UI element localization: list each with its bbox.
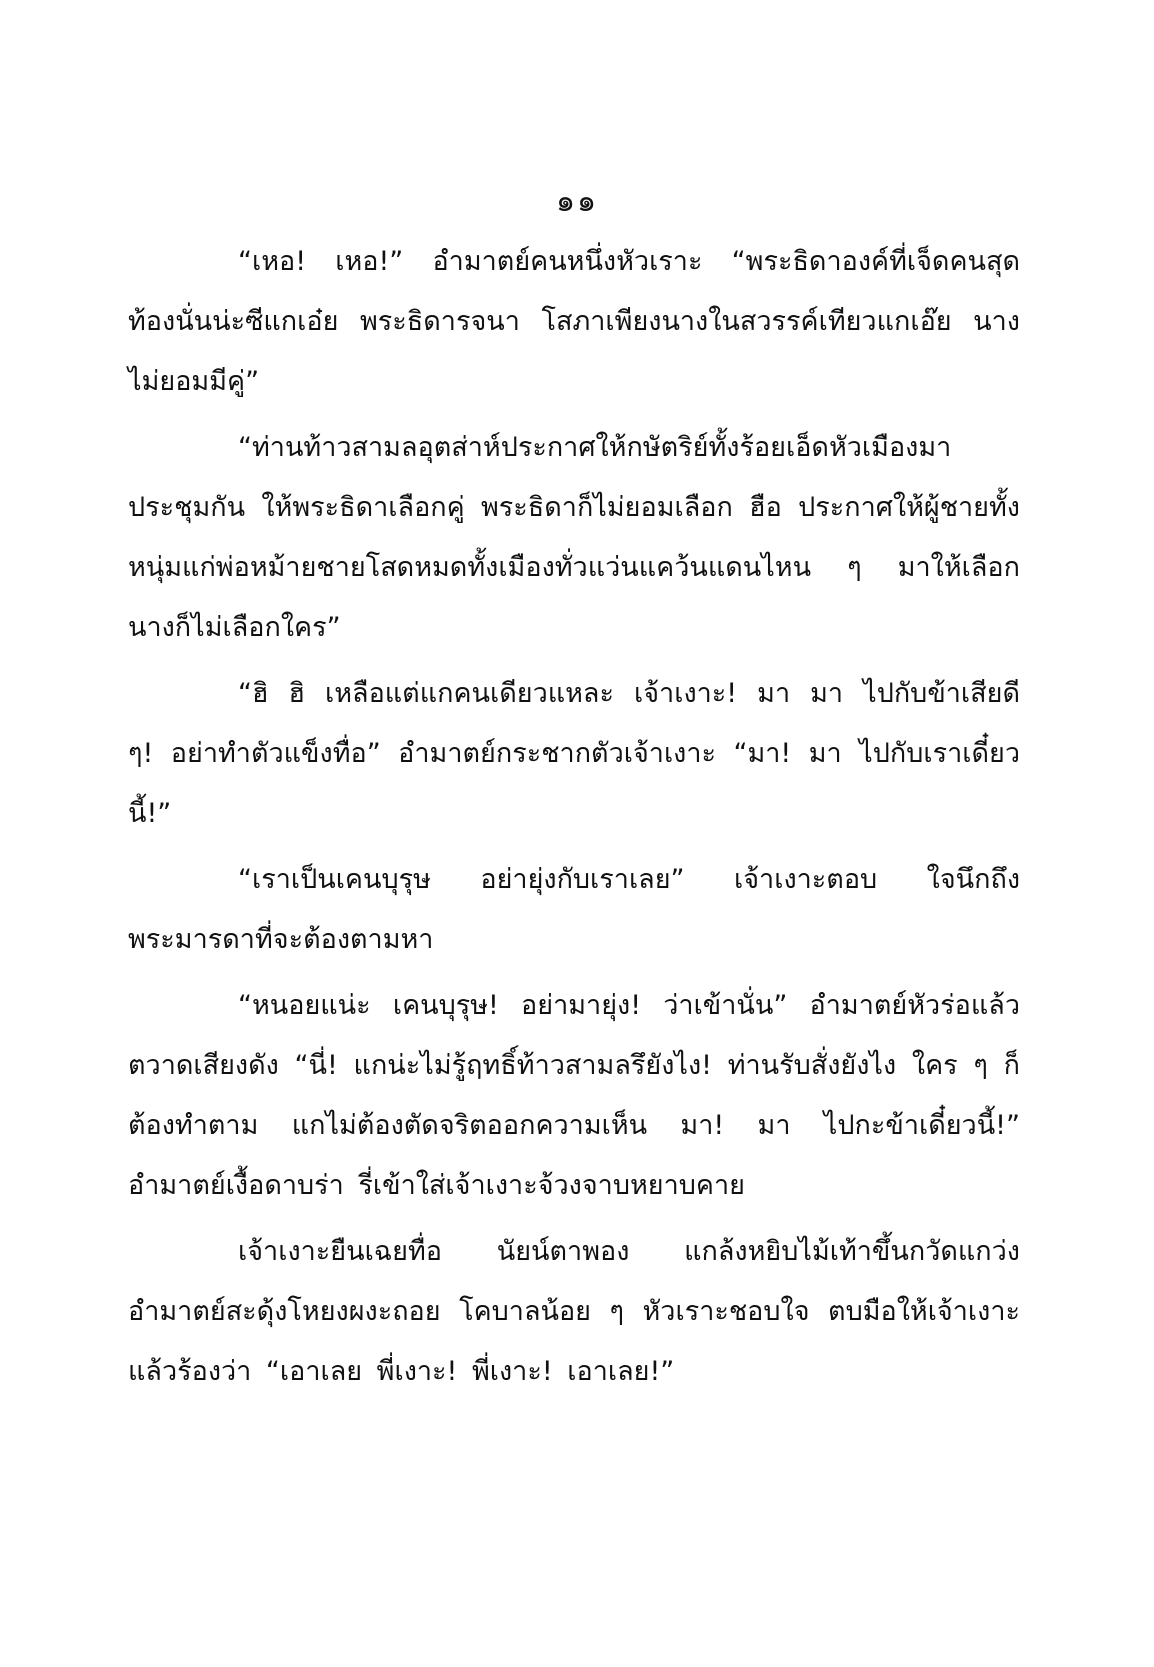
paragraph: “เราเป็นเคนบุรุษ อย่ายุ่งกับเราเลย” เจ้าเงาะตอบ ใจนึกถึงพระมารดาที่จะต้องตามหา (128, 864, 1020, 955)
paragraph: “ท่านท้าวสามลอุตส่าห์ประกาศให้กษัตริย์ทั้งร้อยเอ็ดหัวเมืองมาประชุมกัน ให้พระธิดาเลือกคู่ พระธิดาก็ไม่ยอมเลือก ฮือ ประกาศให้ผู้ชายทั้งหนุ่มแก่พ่อหม้ายชายโสดหมดทั้งเมืองทั่วแว่นแคว้นแดนไหน ๆ มาให้เลือก นางก็ไม่เลือกใคร” (128, 432, 1020, 643)
paragraph: “หนอยแน่ะ เคนบุรุษ! อย่ามายุ่ง! ว่าเข้านั่น” อำมาตย์หัวร่อแล้วตวาดเสียงดัง “นี่! แกน่ะไม่รู้ฤทธิ์ท้าวสามลรึยังไง! ท่านรับสั่งยังไง ใคร ๆ ก็ต้องทำตาม แกไม่ต้องตัดจริตออกความเห็น มา! มา ไปกะข้าเดี๋ยวนี้!” อำมาตย์เงื้อดาบร่า รี่เข้าใส่เจ้าเงาะจ้วงจาบหยาบคาย (128, 990, 1020, 1201)
paragraph: “เหอ! เหอ!” อำมาตย์คนหนึ่งหัวเราะ “พระธิดาองค์ที่เจ็ดคนสุดท้องนั่นน่ะซีแกเอ๋ย พระธิดารจนา โสภาเพียงนางในสวรรค์เทียวแกเอ๊ย นางไม่ยอมมีคู่” (128, 246, 1020, 397)
paragraph: เจ้าเงาะยืนเฉยทื่อ นัยน์ตาพอง แกล้งหยิบไม้เท้าขึ้นกวัดแกว่งอำมาตย์สะดุ้งโหยงผงะถอย โคบาลน้อย ๆ หัวเราะชอบใจ ตบมือให้เจ้าเงาะแล้วร้องว่า “เอาเลย พี่เงาะ! พี่เงาะ! เอาเลย!” (128, 1236, 1020, 1387)
body-text (128, 232, 1020, 1408)
paragraph: “ฮิ ฮิ เหลือแต่แกคนเดียวแหละ เจ้าเงาะ! มา มา ไปกับข้าเสียดี ๆ! อย่าทำตัวแข็งทื่อ” อำมาตย์กระชากตัวเจ้าเงาะ “มา! มา ไปกับเราเดี๋ยวนี้!” (128, 678, 1020, 829)
page-number: ๑๑ (555, 184, 599, 219)
